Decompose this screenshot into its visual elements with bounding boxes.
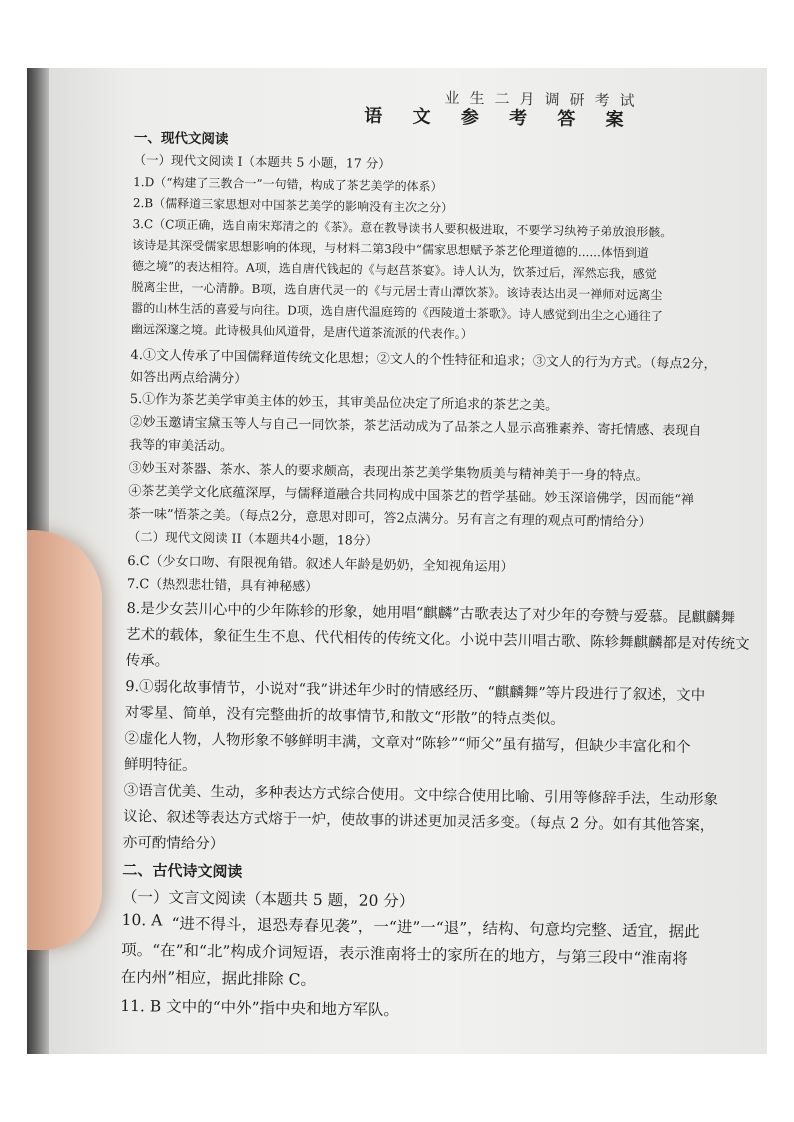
answer-line: 议论、叙述等表达方式熔于一炉，使故事的讲述更加灵活多变。（每点 2 分。如有其他答案， (123, 808, 715, 835)
section-heading: 二、古代诗文阅读 (122, 860, 243, 881)
answer-line: 项。“在”和“北”构成介词短语，表示淮南将士的家所在的地方，与第三段中“淮南将 (121, 940, 688, 968)
answer-line: 4.①文人传承了中国儒释道传统文化思想；②文人的个性特征和追求；③文人的行为方式。（每点2分， (130, 347, 717, 373)
answer-line: 7.C（热烈悲壮错，具有神秘感） (126, 576, 319, 595)
exam-school-line: 业生二月调研考试 (444, 88, 645, 111)
answer-line: ③妙玉对茶器、茶水、茶人的要求颇高，表现出茶艺美学集物质美与精神美于一身的特点。 (128, 460, 649, 485)
answer-line: 2.B（儒释道三家思想对中国茶艺美学的影响没有主次之分） (132, 195, 454, 216)
answer-line: 茶一味”悟茶之美。（每点2分，意思对即可，答2点满分。另有言之有理的观点可酌情给分） (127, 506, 652, 531)
answer-line: 6.C（少女口吻、有限视角错。叙述人年龄是奶奶，全知视角运用） (127, 553, 514, 576)
answer-line: 鲜明特征。 (123, 756, 197, 775)
scanned-photo (27, 68, 767, 1054)
answer-line: 脱离尘世，一心清静。B项，选自唐代灵一的《与元居士青山潭饮茶》。该诗表达出灵一禅师对远离尘 (131, 279, 663, 303)
answer-line: 亦可酌情给分） (122, 834, 225, 853)
subsection-heading: （一）现代文阅读 I（本题共 5 小题，17 分） (133, 151, 391, 172)
answer-key-content (120, 68, 767, 1020)
answer-line: 德之境”的表达相符。A项，选自唐代钱起的《与赵莒茶宴》。诗人认为，饮茶过后，浑然忘我，感觉 (131, 258, 657, 282)
answer-line: 1.D（“构建了三教合一”一句错，构成了茶艺美学的体系） (133, 174, 443, 194)
answer-line: 传承。 (125, 652, 170, 670)
subsection-heading: （一）文言文阅读（本题共 5 题，20 分） (121, 887, 415, 911)
answer-line: 该诗是其深受儒家思想影响的体现，与材料二第3段中“儒家思想赋予茶艺伦理道德的......体悟到道 (132, 237, 649, 261)
answer-line: ④茶艺美学文化底蕴深厚，与儒释道融合共同构成中国茶艺的哲学基础。妙玉深谙佛学，因而能“禅 (128, 483, 695, 508)
answer-line: 5.①作为茶艺美学审美主体的妙玉，其审美品位决定了所追求的茶艺之美。 (129, 391, 559, 414)
answer-line: 在内州”相应，据此排除 C。 (120, 967, 317, 989)
page-title: 语 文 参 考 答 案 (364, 105, 636, 131)
answer-number: 10. A (121, 910, 163, 930)
answer-line: “进不得斗，退恐寿春见袭”，一“进”一“退”，结构、句意均完整、适宜，据此 (171, 914, 700, 941)
answer-line: 幽远深邃之境。此诗极具仙风道骨，是唐代道茶流派的代表作。） (130, 321, 473, 342)
answer-line: 艺术的载体，象征生生不息、代代相传的传统文化。小说中芸川唱古歌、陈轸舞麒麟都是对传统文 (125, 626, 750, 653)
section-heading: 一、现代文阅读 (133, 129, 229, 148)
answer-line: 如答出两点给满分） (130, 369, 248, 387)
answer-line: 9.①弱化故事情节，小说对“我”讲述年少时的情感经历、“麒麟舞”等片段进行了叙述，文中 (125, 678, 706, 705)
subsection-heading: （二）现代文阅读 II（本题共4小题，18分） (127, 528, 378, 548)
answer-line: 对零星、简单，没有完整曲折的故事情节,和散文“形散”的特点类似。 (124, 704, 565, 728)
answer-line: ②虚化人物，人物形象不够鲜明丰满，文章对“陈轸”“师父”虽有描写，但缺少丰富化和个 (124, 730, 691, 756)
answer-line: ②妙玉邀请宝黛玉等人与自己一同饮茶，茶艺活动成为了品茶之人显示高雅素养、寄托情感、表现自 (129, 414, 702, 439)
finger-holding-paper (27, 530, 102, 950)
answer-line: 3.C（C项正确，选自南宋郑清之的《茶》。意在教导读书人要积极进取，不要学习纨袴子弟放浪形骸。 (132, 216, 673, 240)
answer-line: 8.是少女芸川心中的少年陈轸的形象，她用唱“麒麟”古歌表达了对少年的夸赞与爱慕。昆麒麟舞 (126, 600, 736, 627)
paper-sheet (45, 68, 767, 1054)
answer-line: 11. B 文中的“中外”指中央和地方军队。 (120, 996, 400, 1020)
answer-line: ③语言优美、生动，多种表达方式综合使用。文中综合使用比喻、引用等修辞手法，生动形象 (123, 782, 719, 809)
answer-line: 嚣的山林生活的喜爱与向往。D项，选自唐代温庭筠的《西陵道士茶歌》。诗人感觉到出尘之心通往了 (131, 300, 663, 324)
answer-line: 我等的审美活动。 (128, 437, 234, 455)
